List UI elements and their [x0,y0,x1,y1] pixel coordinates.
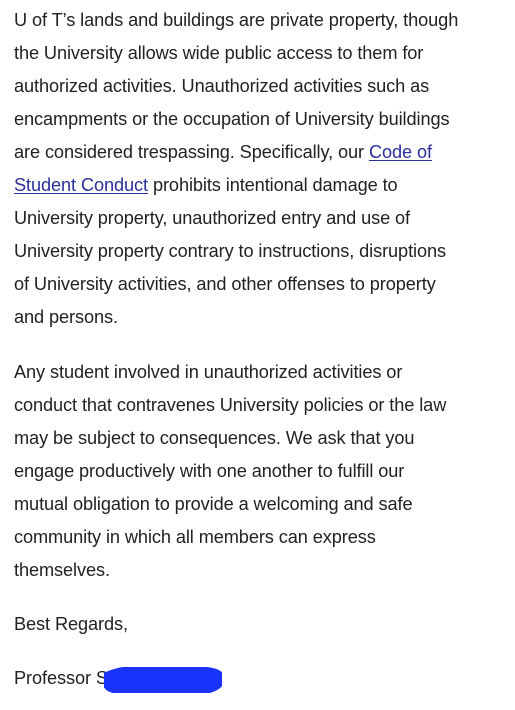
text-line: authorized activities. Unauthorized activities such as [14,76,430,96]
signature-text: Professor S [14,668,108,688]
text-line: may be subject to consequences. We ask that you [14,428,415,448]
text-line: conduct that contravenes University policies or the law [14,395,447,415]
paragraph-spacer [14,587,510,608]
text-line: Any student involved in unauthorized activities or [14,362,403,382]
code-of-student-conduct-link-continued[interactable]: Student Conduct [14,175,148,195]
email-body [14,4,510,695]
text-line [14,169,510,202]
text-line: engage productively with one another to fulfill our [14,461,405,481]
text-line: University property, unauthorized entry and use of [14,208,411,228]
redaction-scribble [104,667,222,693]
text-line: of University activities, and other offenses to property [14,274,436,294]
text-line: and persons. [14,307,118,327]
text-segment: prohibits intentional damage to [148,175,398,195]
text-line: themselves. [14,560,110,580]
text-line: U of T’s lands and buildings are private property, though [14,10,459,30]
paragraph-property-policy [14,4,510,334]
paragraph-consequences [14,356,510,587]
text-line: University property contrary to instructions, disruptions [14,241,446,261]
text-line: encampments or the occupation of University buildings [14,109,450,129]
text-line: mutual obligation to provide a welcoming and safe [14,494,413,514]
closing-line [14,608,510,641]
code-of-student-conduct-link[interactable]: Code of [368,142,432,162]
text-line [14,136,510,169]
signature-line [14,662,510,695]
paragraph-spacer [14,334,510,356]
text-line: the University allows wide public access to them for [14,43,424,63]
paragraph-spacer [14,641,510,662]
text-line: community in which all members can express [14,527,376,547]
text-segment: are considered trespassing. Specifically, our [14,142,369,162]
closing-text: Best Regards, [14,614,128,634]
